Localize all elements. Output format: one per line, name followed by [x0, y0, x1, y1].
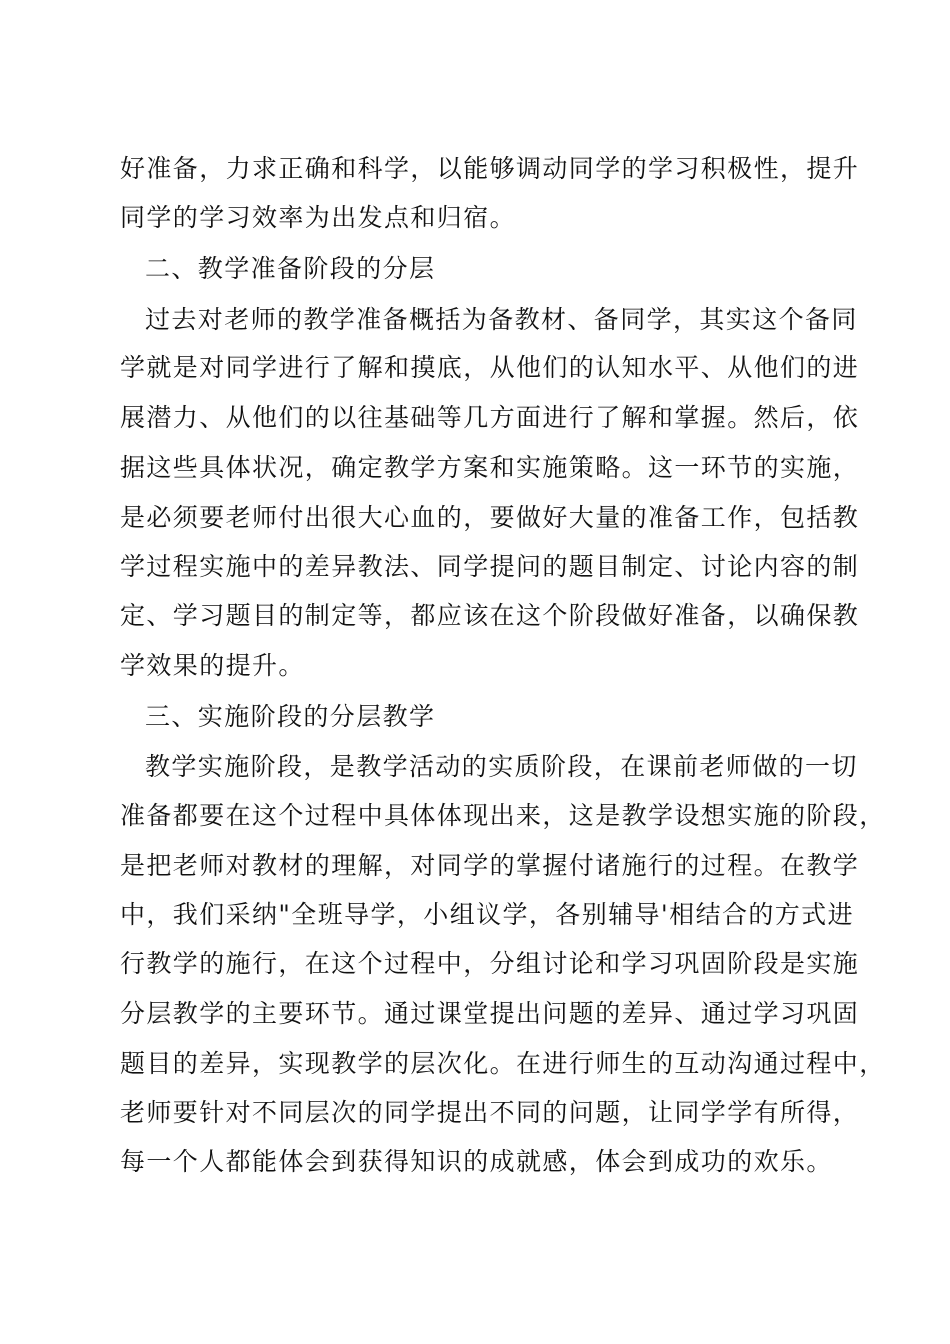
- paragraph-line: 分层教学的主要环节。通过课堂提出问题的差异、通过学习巩固: [120, 999, 860, 1028]
- paragraph-line: 教学实施阶段，是教学活动的实质阶段，在课前老师做的一切: [145, 752, 858, 781]
- section-heading: 三、实施阶段的分层教学: [145, 702, 436, 731]
- paragraph-line: 过去对老师的教学准备概括为备教材、备同学，其实这个备同: [145, 305, 858, 334]
- paragraph-line: 好准备，力求正确和科学，以能够调动同学的学习积极性，提升: [120, 154, 860, 183]
- paragraph-line: 是把老师对教材的理解，对同学的掌握付诸施行的过程。在教学: [120, 851, 860, 880]
- paragraph-line: 每一个人都能体会到获得知识的成就感，体会到成功的欢乐。: [120, 1147, 833, 1176]
- paragraph-line: 题目的差异，实现教学的层次化。在进行师生的互动沟通过程中，: [120, 1049, 886, 1078]
- paragraph-line: 是必须要老师付出很大心血的，要做好大量的准备工作，包括教: [120, 503, 860, 532]
- paragraph-line: 学就是对同学进行了解和摸底，从他们的认知水平、从他们的进: [120, 353, 860, 382]
- paragraph-line: 同学的学习效率为出发点和归宿。: [120, 203, 517, 232]
- paragraph-line: 据这些具体状况，确定教学方案和实施策略。这一环节的实施，: [120, 453, 860, 482]
- paragraph-line: 中，我们采纳"全班导学，小组议学，各别辅导'相结合的方式进: [120, 900, 854, 929]
- paragraph-line: 老师要针对不同层次的同学提出不同的问题，让同学学有所得，: [120, 1098, 860, 1127]
- paragraph-line: 定、学习题目的制定等，都应该在这个阶段做好准备，以确保教: [120, 601, 860, 630]
- paragraph-line: 学效果的提升。: [120, 651, 305, 680]
- paragraph-line: 展潜力、从他们的以往基础等几方面进行了解和掌握。然后，依: [120, 403, 860, 432]
- paragraph-line: 学过程实施中的差异教法、同学提问的题目制定、讨论内容的制: [120, 552, 860, 581]
- paragraph-line: 行教学的施行，在这个过程中，分组讨论和学习巩固阶段是实施: [120, 949, 860, 978]
- paragraph-line: 准备都要在这个过程中具体体现出来，这是教学设想实施的阶段，: [120, 801, 886, 830]
- section-heading: 二、教学准备阶段的分层: [145, 254, 436, 283]
